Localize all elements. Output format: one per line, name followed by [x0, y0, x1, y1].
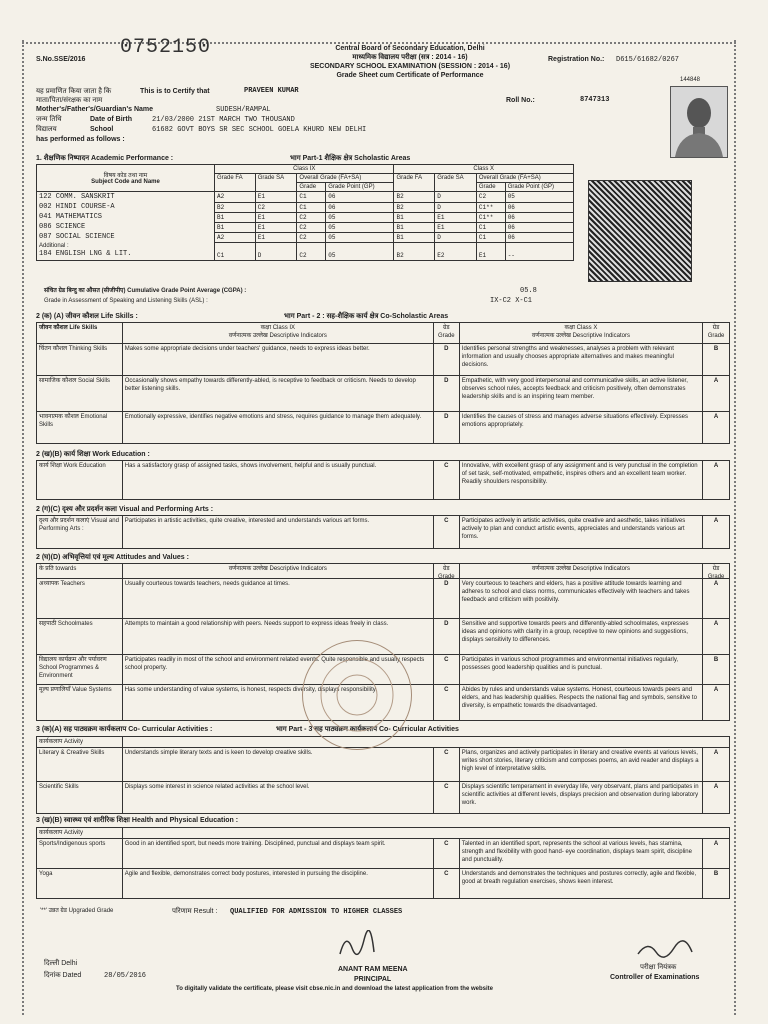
grade-point10: 06	[505, 202, 573, 212]
grade9-label: ग्रेड Grade	[434, 323, 460, 343]
result-label: परिणाम Result :	[172, 908, 218, 915]
activity-name: Literary & Creative Skills	[37, 748, 123, 781]
parent-hindi: माता/पिता/संरक्षक का नाम	[36, 97, 103, 104]
table-row	[37, 202, 574, 212]
attitude-name: सहपाठी Schoolmates	[37, 619, 123, 654]
overall10-header: Overall Grade (FA+SA)	[476, 174, 573, 183]
grade-fa10: B1	[394, 222, 435, 232]
skill-grade9: D	[434, 412, 460, 443]
grade-overall10: C2	[476, 192, 505, 203]
attitude-name: विद्यालय कार्यक्रम और पर्यावरण School Programmes & Environment	[37, 655, 123, 684]
digital-validation-note: To digitally validate the certificate, please visit cbse.nic.in and download the latest application from the website	[176, 986, 493, 992]
grade-overall10: C1	[476, 232, 505, 242]
document-header	[300, 44, 520, 80]
subject-header-hindi: विषय कोड तथा नाम	[103, 173, 148, 179]
parent-name: SUDESH/RAMPAL	[216, 106, 271, 114]
skill-grade9: D	[434, 344, 460, 375]
attitude-grade10: A	[713, 621, 719, 627]
registration-value: D615/61682/0267	[616, 56, 680, 64]
table-row	[37, 232, 574, 242]
grade-fa10: B2	[394, 192, 435, 203]
activity-name: Sports/Indigenous sports	[37, 839, 123, 868]
skill-grade9: C	[434, 516, 460, 548]
date-of-birth: 21/03/2000 21ST MARCH TWO THOUSAND	[152, 116, 295, 124]
attitude-name: मूल्य प्रणालियाँ Value Systems	[37, 685, 123, 720]
subject-header-label: Subject Code and Name	[91, 179, 160, 185]
additional-label: Additional :	[39, 243, 69, 249]
grade-sa9: D	[255, 242, 297, 260]
life-skills-title: 2 (क) (A) जीवन कौशल Life Skills :	[36, 313, 138, 320]
attitudes-title: 2 (घ)(D) अभिवृत्तियां एवं मूल्य Attitudes and Values :	[36, 554, 189, 561]
grade-sa10: E1	[435, 212, 477, 222]
grade-point10: 06	[505, 212, 573, 222]
grade-fa10: B1	[394, 212, 435, 222]
dated-value: 28/05/2016	[104, 972, 147, 980]
grade10-header: Grade	[476, 183, 505, 192]
grade-fa9: B1	[215, 212, 256, 222]
grade-overall10: E1	[476, 242, 505, 260]
attitude-grade9: D	[434, 579, 460, 618]
part1-title: भाग Part-1 शैक्षिक क्षेत्र Scholastic Areas	[290, 155, 411, 162]
grade-overall10: C1**	[476, 202, 505, 212]
grade-point9: 06	[326, 202, 394, 212]
subject-name: 002 HINDI COURSE-A	[37, 202, 215, 212]
skill-desc9: Occasionally shows empathy towards differently-abled, is receptive to feedback or criticism. Needs to develop better listening skills.	[123, 376, 434, 411]
overall9-header: Overall Grade (FA+SA)	[297, 174, 394, 183]
cgpa-label: संचित ग्रेड बिन्दु का औसत (सीजीपीए) Cumulative Grade Point Average (CGPA) :	[44, 288, 247, 294]
school-label: School	[90, 126, 114, 133]
grade-sa10: D	[435, 192, 477, 203]
activity-grade10: A	[713, 841, 719, 847]
life-skills-col: जीवन कौशल Life Skills	[37, 323, 123, 343]
cgpa-value: 05.8	[520, 287, 537, 295]
activity-desc9: Good in an identified sport, but needs more training. Disciplined, punctual and displays team spirit.	[123, 839, 434, 868]
skill-name: भावनात्मक कौशल Emotional Skills	[37, 412, 123, 443]
fa9-header: Grade FA	[215, 174, 256, 192]
skill-grade9: D	[434, 376, 460, 411]
place-label: दिल्ली Delhi	[44, 960, 78, 967]
table-row	[37, 212, 574, 222]
attitude-name: अध्यापक Teachers	[37, 579, 123, 618]
exam-name-hindi: माध्यमिक विद्यालय परीक्षा (सत्र : 2014 - 16)	[352, 54, 468, 61]
skill-desc10: Empathetic, with very good interpersonal and communicative skills, an active listener, observes school rules, accepts feedback and criticism positively, often demonstrates leadership skills and is an inspiring team member.	[460, 376, 703, 411]
skill-name: चिंतन कौशल Thinking Skills	[37, 344, 123, 375]
attitude-desc9: Participates readily in most of the school and environment related events. Quite responsible and usually respects school property.	[123, 655, 434, 684]
skill-grade9: C	[434, 461, 460, 499]
activity-desc9: Agile and flexible, demonstrates correct body postures, interested in pursuing the discipline.	[123, 869, 434, 898]
grade-fa9: A2	[215, 192, 256, 203]
grade-overall10: C1	[476, 222, 505, 232]
table-row	[36, 344, 730, 376]
sa9-header: Grade SA	[255, 174, 297, 192]
grade-point9: 05	[326, 212, 394, 222]
certify-label: This is to Certify that	[140, 88, 210, 95]
board-name: Central Board of Secondary Education, Delhi	[335, 45, 485, 52]
activity-desc10: Understands and demonstrates the techniques and postures correctly, agile and flexible, good at breath regulation exercises, shows keen interest.	[460, 869, 703, 898]
life-class10-header	[460, 323, 703, 343]
attitude-desc9: Attempts to maintain a good relationship with peers. Needs support to express ideas freely in class.	[123, 619, 434, 654]
activity-desc10: Displays scientific temperament in everyday life, very observant, plans and participates in scientific activities at different levels, displays precision and observation during laboratory work.	[460, 782, 703, 813]
subject-name: 041 MATHEMATICS	[37, 212, 215, 222]
asl-value: IX-C2 X-C1	[490, 297, 533, 305]
controller-signature	[634, 936, 694, 966]
attitude-desc10: Sensitive and supportive towards peers and differently-abled schoolmates, expresses ideas and opinions with clarity in a group, receptive to new opinions and suggestions, displays sensitivity to differences.	[460, 619, 703, 654]
school-seal-stamp	[302, 640, 412, 750]
grade-fa9: B2	[215, 202, 256, 212]
table-row	[36, 839, 730, 869]
grade-point9: 05	[326, 232, 394, 242]
attitude-grade10: B	[713, 657, 719, 663]
work-education-title: 2 (ख)(B) कार्य शिक्षा Work Education :	[36, 451, 150, 458]
subject-name: 184 ENGLISH LNG & LIT.	[39, 250, 132, 259]
activity-grade10: A	[713, 750, 719, 756]
dob-label: Date of Birth	[90, 116, 132, 123]
qr-code	[588, 180, 692, 282]
skill-desc10: Participates actively in artistic activities, quite creative and aesthetic, takes initiatives actively to plan and conduct artistic events, appreciates and understands various art forms.	[460, 516, 703, 548]
grade-overall9: C2	[297, 212, 326, 222]
grade-point10: 05	[505, 192, 573, 203]
subject-name: 086 SCIENCE	[37, 222, 215, 232]
certify-hindi: यह प्रमाणित किया जाता है कि	[36, 88, 112, 95]
grade-overall9: C2	[297, 232, 326, 242]
asl-label: Grade in Assessment of Speaking and Listening Skills (ASL) :	[44, 298, 208, 304]
grade-fa10: B2	[394, 202, 435, 212]
academic-table	[36, 164, 574, 261]
activity-spacer	[123, 737, 729, 747]
exam-name: SECONDARY SCHOOL EXAMINATION (SESSION : 2014 - 16)	[309, 63, 511, 70]
life-class9-header	[123, 323, 434, 343]
serial-number-label: S.No.SSE/2016	[36, 56, 86, 63]
attitude-grade10: A	[713, 687, 719, 693]
class10-label: कक्षा Class X	[564, 325, 598, 331]
grade-fa9: C1	[215, 242, 256, 260]
grade-point9: 05	[326, 222, 394, 232]
controller-hindi: परीक्षा नियंत्रक	[640, 964, 677, 971]
activity-grade9: C	[434, 782, 460, 813]
student-photo-image	[671, 87, 727, 157]
skill-name: कार्य शिक्षा Work Education	[37, 461, 123, 499]
grade-fa10: B2	[394, 242, 435, 260]
result-value: QUALIFIED FOR ADMISSION TO HIGHER CLASSES	[230, 908, 403, 916]
fa10-header: Grade FA	[394, 174, 435, 192]
grade-point9: 05	[326, 242, 394, 260]
skill-grade10: A	[713, 518, 719, 524]
activity-grade9: C	[434, 748, 460, 781]
skill-desc9: Participates in artistic activities, quite creative, interested and understands various art forms.	[123, 516, 434, 548]
attitude-grade9: C	[434, 655, 460, 684]
grade-fa9: A2	[215, 232, 256, 242]
activity-col: कार्यकलाप Activity	[37, 737, 123, 747]
attitude-grade10: A	[713, 581, 719, 587]
grade-overall9: C1	[297, 202, 326, 212]
activity-desc10: Talented in an identified sport, represents the school at various levels, has stamina, strength and flexibility with good hand- eye coordination, displays team spirit, discipline and punctuality.	[460, 839, 703, 868]
class10-header: Class X	[394, 165, 574, 174]
grade-sa9: E1	[255, 192, 297, 203]
sa10-header: Grade SA	[435, 174, 477, 192]
table-row	[36, 869, 730, 899]
att-desc10-header: वर्णनात्मक उल्लेख Descriptive Indicators	[460, 564, 703, 578]
subject-header	[37, 165, 215, 192]
academic-title: 1. शैक्षणिक निष्पादन Academic Performance :	[36, 155, 174, 162]
skill-desc9: Has a satisfactory grasp of assigned tasks, shows involvement, helpful and is usually punctual.	[123, 461, 434, 499]
right-border	[734, 40, 738, 1015]
skill-name: सामाजिक कौशल Social Skills	[37, 376, 123, 411]
skill-grade10: A	[713, 463, 719, 469]
gp10-header: Grade Point (GP)	[505, 183, 573, 192]
co-curricular-title: 3 (क)(A) सह पाठ्यक्रम कार्यकलाप Co- Curricular Activities :	[36, 726, 213, 733]
grade-overall9: C2	[297, 222, 326, 232]
seal-emblem-icon	[317, 655, 397, 735]
gp9-header: Grade Point (GP)	[326, 183, 394, 192]
skill-desc9: Emotionally expressive, identifies negative emotions and stress, requires guidance to manage them adequately.	[123, 412, 434, 443]
attitude-desc10: Very courteous to teachers and elders, has a positive attitude towards learning and adheres to school and class norms, communicates effectively with teachers and takes feedback and criticism with positivity.	[460, 579, 703, 618]
activity-name: Scientific Skills	[37, 782, 123, 813]
activity-desc9: Understands simple literary texts and is keen to develop creative skills.	[123, 748, 434, 781]
activity-desc9: Displays some interest in science related activities at the school level.	[123, 782, 434, 813]
principal-signature-mark	[336, 930, 376, 960]
visual-arts-title: 2 (ग)(C) दृश्य और प्रदर्शन कला Visual and Performing Arts :	[36, 506, 214, 513]
parent-label: Mother's/Father's/Guardian's Name	[36, 106, 154, 113]
performed-label: has performed as follows :	[36, 136, 125, 143]
attitude-grade9: C	[434, 685, 460, 720]
principal-title: PRINCIPAL	[354, 976, 392, 983]
school-name: 61682 GOVT BOYS SR SEC SCHOOL GOELA KHURD NEW DELHI	[152, 126, 367, 134]
att-grade10-header: ग्रेड Grade	[707, 566, 725, 580]
grade-sa10: E2	[435, 242, 477, 260]
subject-rows	[37, 192, 574, 261]
towards-col: के प्रति towards	[37, 564, 123, 578]
activity-desc10: Plans, organizes and actively participates in literary and creative events at various levels, writes short stories, literary criticism and composes poems, an avid reader and displays a high level of interpretative skills.	[460, 748, 703, 781]
attitude-desc10: Participates in various school programmes and environmental initiatives regularly, possesses good leadership qualities and is punctual.	[460, 655, 703, 684]
attitude-desc9: Has some understanding of value systems, is honest, respects diversity, displays responsibility.	[123, 685, 434, 720]
grade-sa9: C2	[255, 202, 297, 212]
attitude-desc10: Abides by rules and understands value systems. Honest, courteous towards peers and elders, and has leadership qualities. Respects the national flag and symbols, sensitive to diversity, is empathetic towards the disadvantaged.	[460, 685, 703, 720]
attitude-desc9: Usually courteous towards teachers, needs guidance at times.	[123, 579, 434, 618]
additional-label-cell	[37, 242, 215, 260]
attitude-grade9: D	[434, 619, 460, 654]
photo-number: 144848	[680, 77, 701, 83]
skill-desc10: Identifies the causes of stress and manages adverse situations effectively. Expresses emotions appropriately.	[460, 412, 703, 443]
sheet-title: Grade Sheet cum Certificate of Performance	[336, 72, 484, 79]
activity-grade10: B	[713, 871, 719, 877]
activity-spacer	[123, 828, 729, 838]
grade-overall10: C1**	[476, 212, 505, 222]
grade-point10: 06	[505, 232, 573, 242]
student-photo	[670, 86, 728, 158]
att-grade9-header: ग्रेड Grade	[434, 564, 460, 578]
grade-point10: 06	[505, 222, 573, 232]
activity-header	[36, 827, 730, 839]
dob-hindi: जन्म तिथि	[36, 116, 62, 123]
attitudes-header	[36, 563, 730, 579]
school-hindi: विद्यालय	[36, 126, 57, 133]
roll-number-label: Roll No.:	[506, 97, 535, 104]
att-desc9-header: वर्णनात्मक उल्लेख Descriptive Indicators	[123, 564, 434, 578]
grade-fa10: B1	[394, 232, 435, 242]
desc-label: वर्णनात्मक उल्लेख Descriptive Indicators	[531, 332, 630, 339]
part3-title: भाग Part - 3 सह पाठ्यक्रम कार्यकलाप Co- Curricular Activities	[276, 726, 459, 733]
certificate-serial: 0752150	[120, 36, 212, 59]
table-row	[36, 412, 730, 444]
principal-signature	[336, 930, 376, 966]
controller-title: Controller of Examinations	[610, 974, 700, 981]
activity-grade9: C	[434, 839, 460, 868]
part2-title: भाग Part - 2 : सह-शैक्षिक कार्य क्षेत्र Co-Scholastic Areas	[284, 313, 449, 320]
grade-sa10: D	[435, 232, 477, 242]
skill-grade10: B	[713, 346, 719, 352]
grade-overall9: C1	[297, 192, 326, 203]
controller-signature-mark	[634, 936, 694, 962]
health-pe-title: 3 (ख)(B) स्वास्थ्य एवं शारीरिक शिक्षा Health and Physical Education :	[36, 817, 239, 824]
table-row	[36, 460, 730, 500]
grade9-header: Grade	[297, 183, 326, 192]
class9-header: Class IX	[215, 165, 394, 174]
subject-name: 087 SOCIAL SCIENCE	[37, 232, 215, 242]
activity-name: Yoga	[37, 869, 123, 898]
desc-label: वर्णनात्मक उल्लेख Descriptive Indicators	[228, 332, 327, 339]
skill-grade10: A	[713, 414, 719, 420]
registration-label: Registration No.:	[548, 56, 605, 63]
skill-desc9: Makes some appropriate decisions under teachers' guidance, needs to express ideas better.	[123, 344, 434, 375]
table-row	[36, 782, 730, 814]
grade-sa10: D	[435, 202, 477, 212]
skill-name: दृश्य और प्रदर्शन कलाएं Visual and Performing Arts :	[37, 516, 123, 548]
table-row	[36, 376, 730, 412]
skill-grade10: A	[713, 378, 719, 384]
skill-desc10: Identifies personal strengths and weaknesses, analyses a problem with relevant information and usually chooses appropriate alternatives and makes meaningful decisions.	[460, 344, 703, 375]
table-row	[36, 515, 730, 549]
grade-point9: 06	[326, 192, 394, 203]
table-row	[37, 222, 574, 232]
grade-sa9: E1	[255, 222, 297, 232]
grade-overall9: C2	[297, 242, 326, 260]
class9-label: कक्षा Class IX	[260, 325, 296, 331]
table-row	[37, 242, 574, 260]
roll-number: 8747313	[580, 96, 610, 104]
activity-col: कार्यकलाप Activity	[37, 828, 123, 838]
life-skills-header	[36, 322, 730, 344]
principal-name: ANANT RAM MEENA	[338, 966, 408, 973]
activity-grade9: C	[434, 869, 460, 898]
student-name: PRAVEEN KUMAR	[244, 87, 299, 95]
table-row	[36, 748, 730, 782]
table-row	[37, 192, 574, 203]
grade-sa10: E1	[435, 222, 477, 232]
grade-point10: --	[505, 242, 573, 260]
left-border	[22, 40, 26, 1015]
table-row	[36, 579, 730, 619]
grade-sa9: E1	[255, 212, 297, 222]
grade-fa9: B1	[215, 222, 256, 232]
grade-sa9: E1	[255, 232, 297, 242]
subject-name: 122 COMM. SANSKRIT	[37, 192, 215, 203]
upgraded-grade-note: '**' उन्नत ग्रेड Upgraded Grade	[40, 908, 114, 914]
activity-grade10: A	[713, 784, 719, 790]
grade10-label: ग्रेड Grade	[707, 325, 725, 339]
dated-label: दिनांक Dated	[44, 972, 82, 979]
skill-desc10: Innovative, with excellent grasp of any assignment and is very punctual in the completion of set task, self-motivated, empathetic, inspires others and an excellent team worker. Readily shoulders responsibility.	[460, 461, 703, 499]
